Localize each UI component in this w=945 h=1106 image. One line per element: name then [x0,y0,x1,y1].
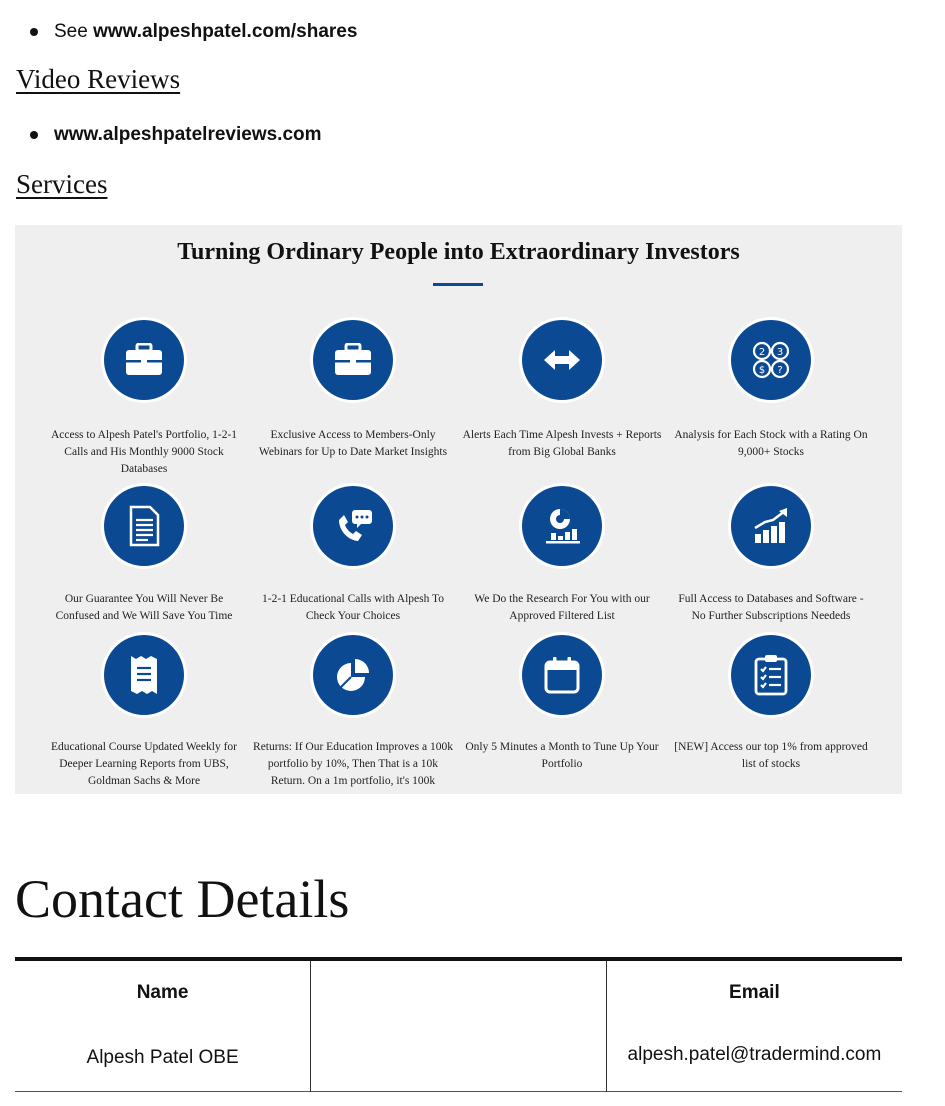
service-text: Alerts Each Time Alpesh Invests + Reports from Big Global Banks [462,429,662,458]
checklist-icon [731,635,811,715]
svg-text:2: 2 [758,347,766,358]
phone-chat-icon [313,486,393,566]
receipt-icon [104,635,184,715]
services-link[interactable]: Services [16,169,108,199]
services-title: Turning Ordinary People into Extraordinary Investors [177,239,740,265]
shares-link[interactable]: www.alpeshpatel.com/shares [93,21,358,42]
svg-text:3: 3 [776,347,784,358]
contact-heading: Contact Details [15,869,350,929]
service-text: Access to Alpesh Patel's Portfolio, 1-2-1 Calls and His Monthly 9000 Stock Databases [50,429,238,475]
contact-name: Alpesh Patel OBE [15,1025,311,1092]
service-text: Educational Course Updated Weekly for Deeper Learning Reports from UBS, Goldman Sachs & More [51,741,237,787]
growth-chart-icon [731,486,811,566]
blank-header [311,959,607,1025]
shares-prefix: See [54,21,94,42]
exchange-arrows-icon [522,320,602,400]
pie-chart-icon [313,635,393,715]
svg-text:?: ? [777,365,783,376]
title-divider [433,283,483,286]
service-text: Exclusive Access to Members-Only Webinars for Up to Date Market Insights [258,429,448,458]
svg-text:$: $ [758,365,766,376]
calendar-icon [522,635,602,715]
service-text: Only 5 Minutes a Month to Tune Up Your Portfolio [465,741,659,770]
service-text: [NEW] Access our top 1% from approved list of stocks [674,741,868,770]
service-text: 1-2-1 Educational Calls with Alpesh To Check Your Choices [261,593,444,622]
research-chart-icon [522,486,602,566]
service-text: Analysis for Each Stock with a Rating On 9,000+ Stocks [674,429,868,458]
coins-icon [731,320,811,400]
email-header: Email [729,982,780,1003]
contact-header-row [15,959,902,1025]
services-panel [15,225,902,794]
bullet-dot [30,131,38,139]
name-header: Name [15,959,311,1025]
briefcase-icon [104,320,184,400]
service-text: We Do the Research For You with our Approved Filtered List [474,593,650,622]
briefcase-icon [313,320,393,400]
blank-cell [311,1025,607,1092]
service-text: Our Guarantee You Will Never Be Confused and We Will Save You Time [55,593,233,622]
service-text: Returns: If Our Education Improves a 100k portfolio by 10%, Then That is a 10k Return. On a 1m portfolio, it's 100k [253,741,453,787]
table-row [15,1025,902,1092]
reviews-link[interactable]: www.alpeshpatelreviews.com [54,124,322,145]
document-icon [104,486,184,566]
service-text: Full Access to Databases and Software - No Further Subscriptions Neededs [678,593,864,622]
bullet-dot [30,28,38,36]
video-reviews-link[interactable]: Video Reviews [16,64,181,94]
contact-email[interactable]: alpesh.patel@tradermind.com [627,1044,882,1065]
contact-table [15,957,902,1092]
shares-bullet [30,21,357,43]
reviews-bullet [30,124,322,146]
